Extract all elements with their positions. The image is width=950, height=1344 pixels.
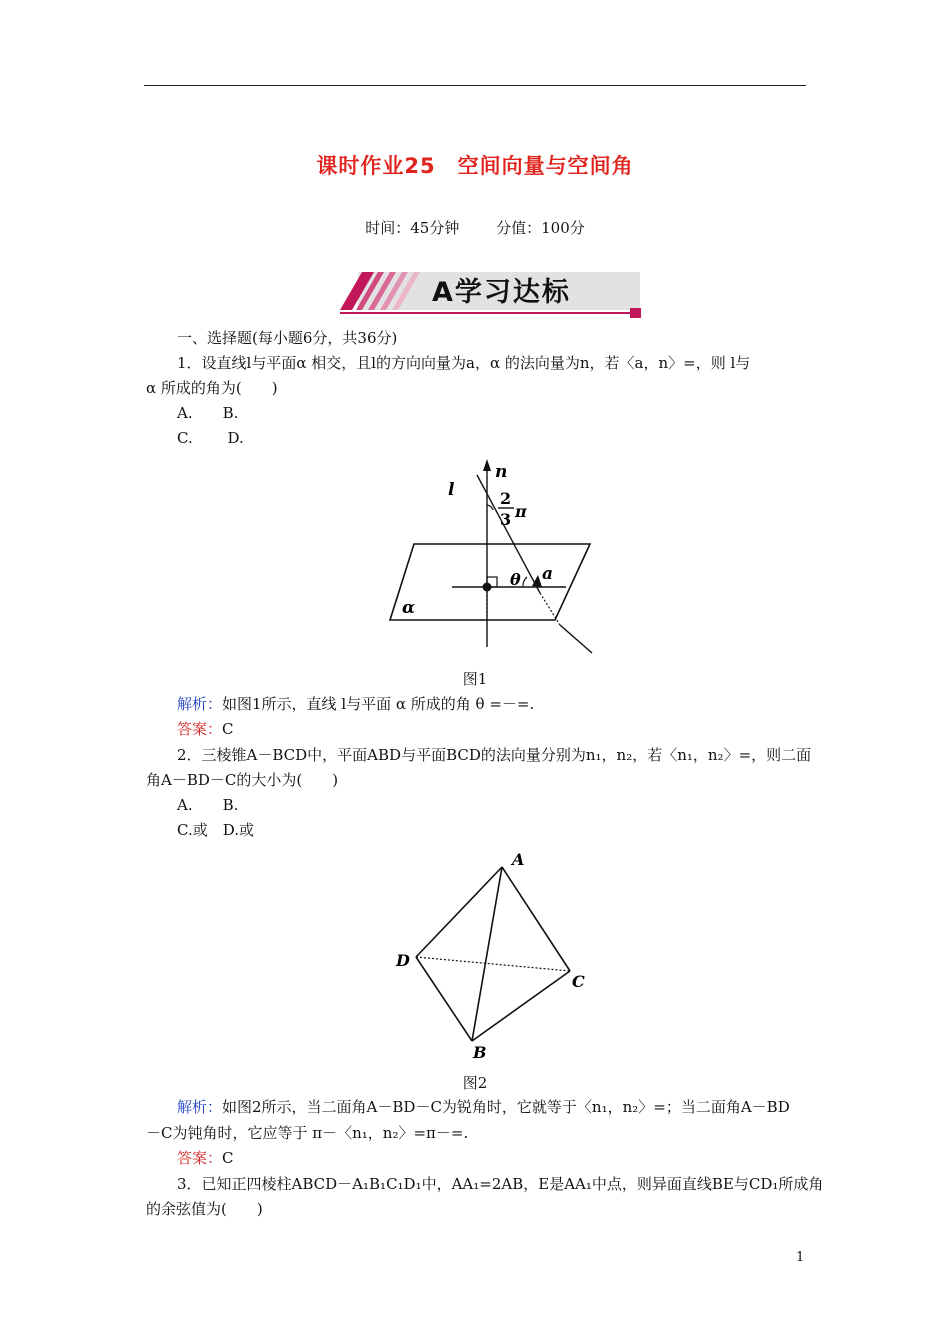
- q1-options-ab: A. B.: [177, 404, 239, 422]
- q1-solution-label: 解析：: [177, 695, 223, 713]
- banner-stripe-icon: [340, 272, 435, 310]
- q1-solution: [177, 694, 534, 714]
- q1-answer-value: C: [222, 720, 234, 738]
- figure-1-caption: 图1: [462, 670, 488, 688]
- meta-info: [0, 217, 950, 238]
- fig1-label-a: a: [542, 564, 554, 584]
- banner-square: [630, 308, 641, 318]
- fig1-label-alpha: α: [402, 598, 416, 618]
- fig1-label-pi: π: [515, 502, 527, 521]
- q2-options-ab: A. B.: [177, 796, 239, 814]
- page-title: 课时作业25 空间向量与空间角: [316, 154, 634, 178]
- q2-line1: 2．三棱锥A－BCD中，平面ABD与平面BCD的法向量分别为n₁，n₂，若〈n₁，n₂〉=，则二面: [177, 746, 812, 764]
- q1-answer-label: 答案：: [177, 720, 223, 738]
- fig1-label-l: l: [448, 480, 455, 500]
- fig1-label-theta: θ: [510, 570, 521, 589]
- q1-solution-text: 如图1所示，直线 l与平面 α 所成的角 θ =－=.: [222, 695, 535, 713]
- q2-solution-text1: 如图2所示，当二面角A－BD－C为锐角时，它就等于〈n₁，n₂〉=；当二面角A－BD: [222, 1098, 790, 1116]
- banner-underline: [340, 312, 630, 314]
- q2-options-cd: C.或 D.或: [177, 821, 254, 839]
- header-rule: [144, 85, 806, 86]
- q3-line2: 的余弦值为( ): [146, 1200, 263, 1218]
- section-banner: [340, 268, 642, 318]
- q2-answer-value: C: [222, 1149, 234, 1167]
- q1-line1: 1．设直线l与平面α 相交，且l的方向向量为a，α 的法向量为n，若〈a，n〉=，则 l与: [177, 354, 751, 372]
- q2-solution-label: 解析：: [177, 1098, 223, 1116]
- banner-title: A学习达标: [432, 277, 571, 308]
- fig2-label-c: C: [572, 972, 585, 991]
- q1-options-cd: C. D.: [177, 429, 244, 447]
- q2-answer: [177, 1148, 234, 1168]
- fig2-label-d: D: [396, 951, 410, 970]
- fig1-frac-num: 2: [500, 489, 512, 508]
- fig2-label-a: A: [512, 850, 525, 869]
- fig1-label-n: n: [495, 462, 508, 482]
- q2-solution-line2: －C为钝角时，它应等于 π－〈n₁，n₂〉=π－=.: [146, 1124, 469, 1142]
- q2-line2: 角A－BD－C的大小为( ): [146, 771, 339, 789]
- figure-2-caption: 图2: [462, 1074, 488, 1092]
- fig2-label-b: B: [473, 1043, 487, 1062]
- figure-1: [380, 455, 610, 660]
- q1-line2: α 所成的角为( ): [146, 379, 278, 397]
- page-number: 1: [796, 1250, 805, 1265]
- fig1-frac-den: 3: [500, 510, 512, 529]
- section-heading: 一、选择题(每小题6分，共36分): [177, 329, 398, 347]
- q2-answer-label: 答案：: [177, 1149, 223, 1167]
- q2-solution-line1: [177, 1097, 790, 1117]
- q3-line1: 3．已知正四棱柱ABCD－A₁B₁C₁D₁中，AA₁=2AB，E是AA₁中点，则异面直线BE与CD₁所成角: [177, 1175, 824, 1193]
- figure-2: [390, 845, 600, 1065]
- score-value: 分值：100分: [496, 219, 585, 237]
- time-limit: 时间：45分钟: [365, 219, 460, 237]
- q1-answer: [177, 719, 234, 739]
